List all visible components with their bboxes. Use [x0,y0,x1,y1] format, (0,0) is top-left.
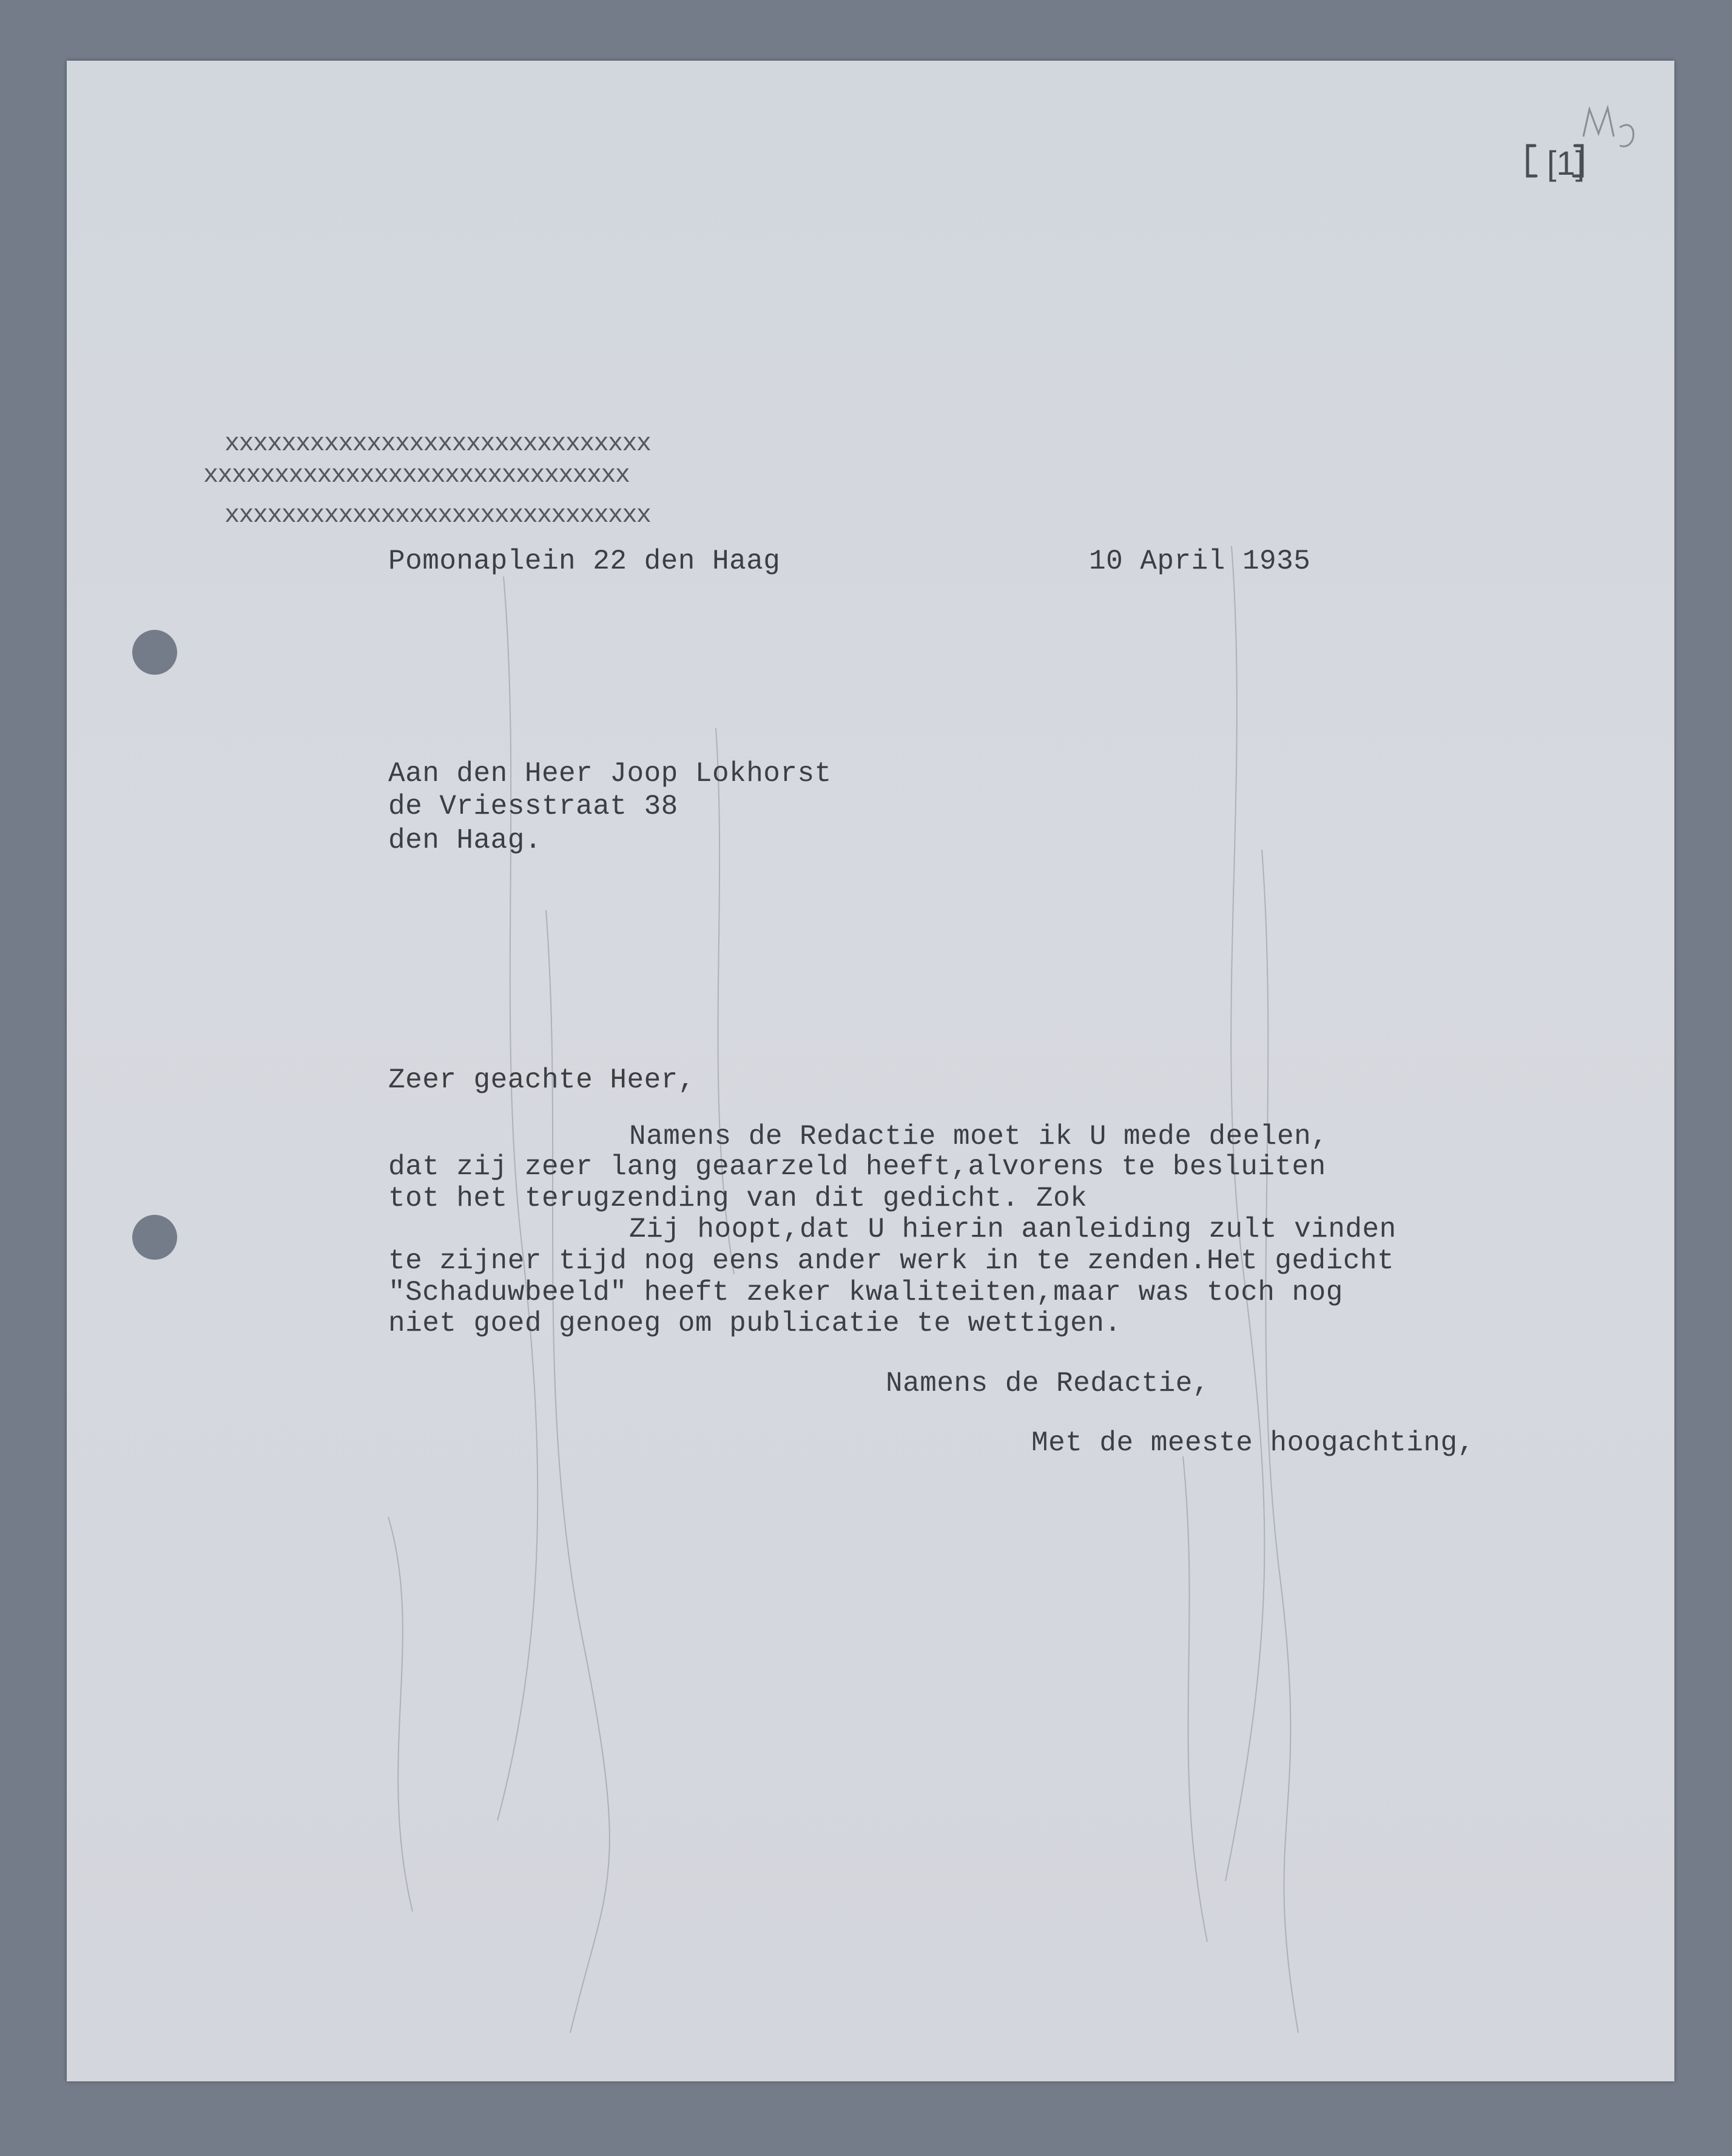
archive-mark [1523,103,1644,200]
body-line-3: tot het terugzending van dit gedicht. Zok [388,1183,1088,1214]
body-line-4: Zij hoopt,dat U hierin aanleiding zult vinden [629,1214,1397,1245]
letter-sheet [67,61,1674,2081]
letter-date: 10 April 1935 [1089,546,1311,577]
struck-line-2: xxxxxxxxxxxxxxxxxxxxxxxxxxxxxx [203,461,630,490]
body-line-1: Namens de Redactie moet ik U mede deelen, [629,1121,1329,1152]
salutation: Zeer geachte Heer, [388,1064,695,1096]
body-line-2: dat zij zeer lang geaarzeld heeft,alvorens te besluiten [388,1151,1326,1183]
struck-line-1: xxxxxxxxxxxxxxxxxxxxxxxxxxxxxx [224,429,651,458]
recipient-line-1: Aan den Heer Joop Lokhorst [388,758,832,789]
svg-text:[1]: [1] [1547,144,1585,182]
closing-line-1: Namens de Redactie, [886,1368,1210,1399]
sender-address: Pomonaplein 22 den Haag [388,546,781,577]
closing-line-2: Met de meeste hoogachting, [1031,1427,1475,1459]
body-line-6: "Schaduwbeeld" heeft zeker kwaliteiten,maar was toch nog [388,1277,1343,1308]
punch-hole-bottom [132,1215,177,1260]
recipient-line-2: de Vriesstraat 38 [388,791,678,822]
punch-hole-top [132,630,177,675]
body-line-7: niet goed genoeg om publicatie te wettigen. [388,1308,1122,1339]
recipient-line-3: den Haag. [388,825,542,856]
body-line-5: te zijner tijd nog eens ander werk in te zenden.Het gedicht [388,1245,1395,1277]
struck-line-3: xxxxxxxxxxxxxxxxxxxxxxxxxxxxxx [224,501,651,530]
